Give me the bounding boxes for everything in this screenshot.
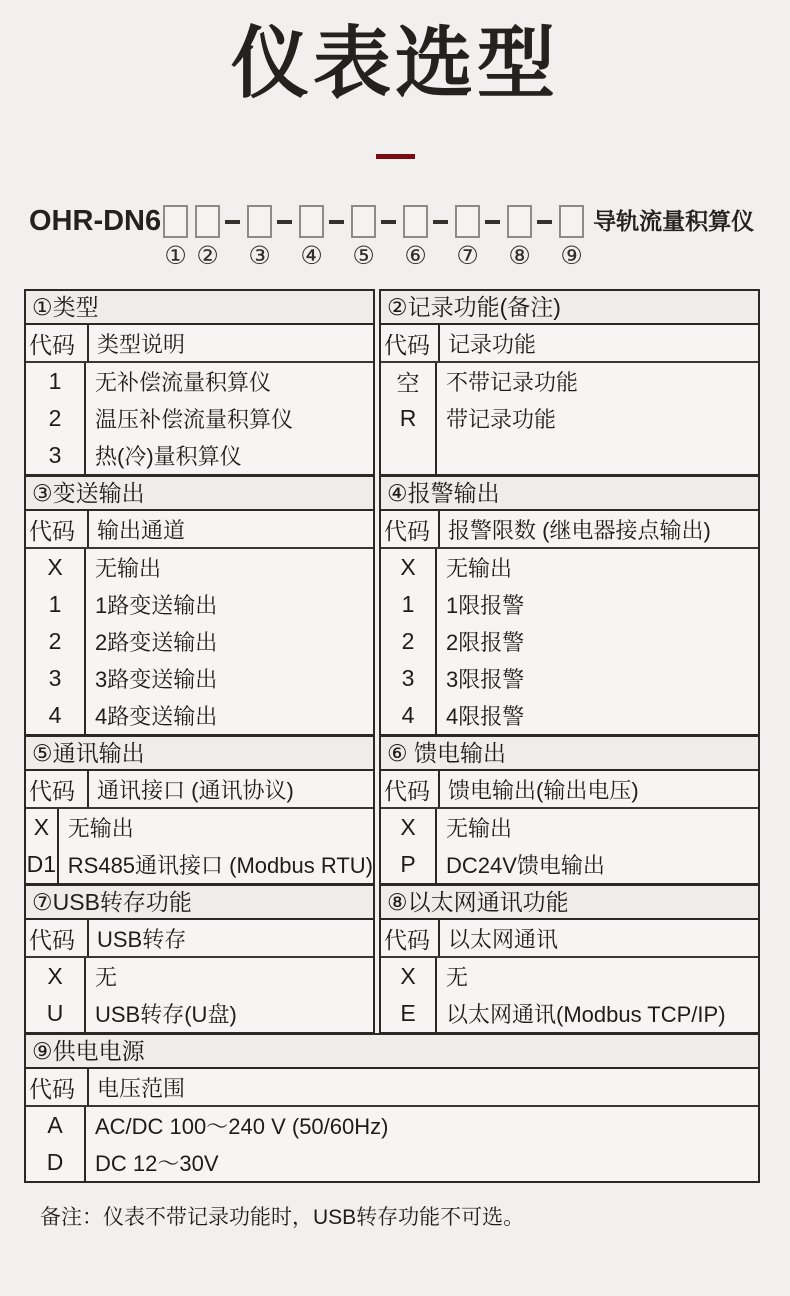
code-cell: D [46, 1149, 64, 1175]
desc-cell: 4限报警 [446, 704, 525, 729]
data-rows [381, 809, 758, 883]
desc-header-cell: 电压范围 [97, 1075, 186, 1101]
data-rows [381, 958, 758, 1032]
section-alarm-output [379, 475, 760, 736]
code-cell: U [46, 1000, 64, 1026]
position-number: ⑦ [456, 241, 479, 270]
section-record-function [379, 289, 760, 476]
desc-cell: 无输出 [446, 556, 513, 581]
desc-header-cell: 通讯接口 (通讯协议) [97, 777, 294, 803]
code-cell: R [399, 405, 417, 431]
position-number: ⑧ [508, 241, 531, 270]
desc-cell: 以太网通讯(Modbus TCP/IP) [446, 1002, 726, 1027]
header-row [381, 771, 758, 809]
model-slot-6 [403, 205, 428, 269]
model-code-box [351, 205, 376, 238]
model-dash [277, 220, 292, 224]
position-number: ① [164, 241, 187, 270]
model-dash [537, 220, 552, 224]
section-title: ②记录功能(备注) [381, 291, 758, 325]
desc-cell: 1路变送输出 [95, 593, 218, 618]
model-slot-4 [299, 205, 324, 269]
model-code-box [559, 205, 584, 238]
desc-cell: DC 12～30V [95, 1151, 219, 1176]
model-code-box [455, 205, 480, 238]
footer-note: 备注：仪表不带记录功能时，USB转存功能不可选。 [40, 1206, 525, 1229]
code-cell: 3 [401, 665, 415, 691]
code-cell: 4 [48, 702, 62, 728]
model-slot-2 [195, 205, 220, 269]
code-cell: D1 [26, 851, 57, 877]
desc-header-cell: 输出通道 [97, 517, 186, 543]
code-cell: 4 [401, 702, 415, 728]
position-number: ⑤ [352, 241, 375, 270]
header-row [381, 511, 758, 549]
model-dash [225, 220, 240, 224]
code-header-cell: 代码 [381, 920, 440, 956]
desc-cell: 3限报警 [446, 667, 525, 692]
code-header-cell: 代码 [26, 771, 89, 807]
model-dash [485, 220, 500, 224]
section-comm-output [24, 735, 375, 885]
title-underline [376, 154, 415, 159]
code-cell: 3 [48, 442, 62, 468]
desc-cell: 不带记录功能 [446, 370, 579, 395]
desc-header-cell: 记录功能 [448, 331, 537, 357]
model-dash [329, 220, 344, 224]
code-cell: X [400, 554, 416, 580]
model-slot-5 [351, 205, 376, 269]
model-slot-9 [559, 205, 584, 269]
model-prefix: OHR-DN6 [29, 205, 162, 237]
model-code-box [247, 205, 272, 238]
header-row [26, 511, 373, 549]
code-cell: 1 [48, 591, 62, 617]
model-code-box [163, 205, 188, 238]
data-rows [26, 958, 373, 1032]
page-title: 仪表选型 [230, 19, 559, 107]
desc-cell: 1限报警 [446, 593, 525, 618]
section-title: ④报警输出 [381, 477, 758, 511]
code-cell: X [47, 554, 63, 580]
header-row [381, 920, 758, 958]
section-ethernet-comm [379, 884, 760, 1034]
code-header-cell: 代码 [26, 325, 89, 361]
code-header-cell: 代码 [26, 511, 89, 547]
code-cell: 空 [396, 370, 420, 396]
model-dash [381, 220, 396, 224]
position-number: ③ [248, 241, 271, 270]
model-dash [433, 220, 448, 224]
desc-cell: DC24V馈电输出 [446, 853, 605, 878]
section-power-supply [24, 1033, 760, 1183]
data-rows [26, 809, 373, 883]
desc-cell: 热(冷)量积算仪 [95, 444, 242, 469]
model-code-line [29, 205, 790, 269]
code-cell: A [47, 1112, 63, 1138]
data-rows [26, 1107, 758, 1181]
header-row [381, 325, 758, 363]
code-cell: X [400, 963, 416, 989]
desc-header-cell: USB转存 [97, 926, 187, 952]
code-cell: E [400, 1000, 416, 1026]
model-slot-3 [247, 205, 272, 269]
header-row [26, 920, 373, 958]
code-cell: X [400, 814, 416, 840]
code-header-cell: 代码 [26, 920, 89, 956]
desc-cell: 无输出 [95, 556, 162, 581]
data-rows [26, 549, 373, 734]
desc-cell: 无输出 [446, 816, 513, 841]
data-rows [381, 363, 758, 474]
desc-cell: USB转存(U盘) [95, 1002, 237, 1027]
model-suffix: 导轨流量积算仪 [593, 208, 755, 234]
desc-cell: 3路变送输出 [95, 667, 218, 692]
data-rows [381, 549, 758, 734]
code-cell: P [400, 851, 416, 877]
section-usb-transfer [24, 884, 375, 1034]
section-title: ⑤通讯输出 [26, 737, 373, 771]
band-5 [24, 1033, 760, 1183]
band-3 [24, 735, 760, 885]
code-header-cell: 代码 [381, 325, 440, 361]
desc-cell: 4路变送输出 [95, 704, 218, 729]
section-power-feed-output [379, 735, 760, 885]
position-number: ④ [300, 241, 323, 270]
header-row [26, 771, 373, 809]
desc-header-cell: 报警限数 (继电器接点输出) [448, 517, 711, 543]
code-cell: 2 [401, 628, 415, 654]
desc-header-cell: 以太网通讯 [448, 926, 559, 952]
header-row [26, 325, 373, 363]
code-cell: 1 [401, 591, 415, 617]
section-title: ⑨供电电源 [26, 1035, 758, 1069]
section-title: ①类型 [26, 291, 373, 325]
model-slot-7 [455, 205, 480, 269]
code-header-cell: 代码 [381, 771, 440, 807]
code-header-cell: 代码 [381, 511, 440, 547]
position-number: ⑨ [560, 241, 583, 270]
data-rows [26, 363, 373, 474]
section-title: ⑧以太网通讯功能 [381, 886, 758, 920]
desc-cell: 2路变送输出 [95, 630, 218, 655]
desc-cell: AC/DC 100～240 V (50/60Hz) [95, 1114, 389, 1139]
code-cell: 2 [48, 628, 62, 654]
model-code-box [507, 205, 532, 238]
band-4 [24, 884, 760, 1034]
band-2 [24, 475, 760, 736]
desc-cell: 带记录功能 [446, 407, 557, 432]
section-title: ⑥ 馈电输出 [381, 737, 758, 771]
desc-cell: 无输出 [67, 816, 134, 841]
desc-cell: RS485通讯接口 (Modbus RTU) [67, 853, 373, 878]
code-cell: X [47, 963, 63, 989]
code-cell: 1 [48, 368, 62, 394]
band-1 [24, 289, 760, 476]
desc-cell: 无 [446, 965, 469, 990]
section-type [24, 289, 375, 476]
code-cell: 3 [48, 665, 62, 691]
model-slot-1 [163, 205, 188, 269]
position-number: ⑥ [404, 241, 427, 270]
model-code-box [299, 205, 324, 238]
desc-header-cell: 类型说明 [97, 331, 186, 357]
code-header-cell: 代码 [26, 1069, 89, 1105]
section-transmit-output [24, 475, 375, 736]
model-slot-8 [507, 205, 532, 269]
header-row [26, 1069, 758, 1107]
code-cell: X [33, 814, 50, 840]
section-title: ⑦USB转存功能 [26, 886, 373, 920]
desc-cell: 温压补偿流量积算仪 [95, 407, 294, 432]
section-title: ③变送输出 [26, 477, 373, 511]
selection-table [24, 289, 760, 1183]
model-code-box [195, 205, 220, 238]
desc-cell: 无补偿流量积算仪 [95, 370, 272, 395]
model-code-box [403, 205, 428, 238]
code-cell: 2 [48, 405, 62, 431]
desc-cell: 无 [95, 965, 118, 990]
desc-header-cell: 馈电输出(输出电压) [448, 777, 639, 803]
position-number: ② [196, 241, 219, 270]
desc-cell: 2限报警 [446, 630, 525, 655]
